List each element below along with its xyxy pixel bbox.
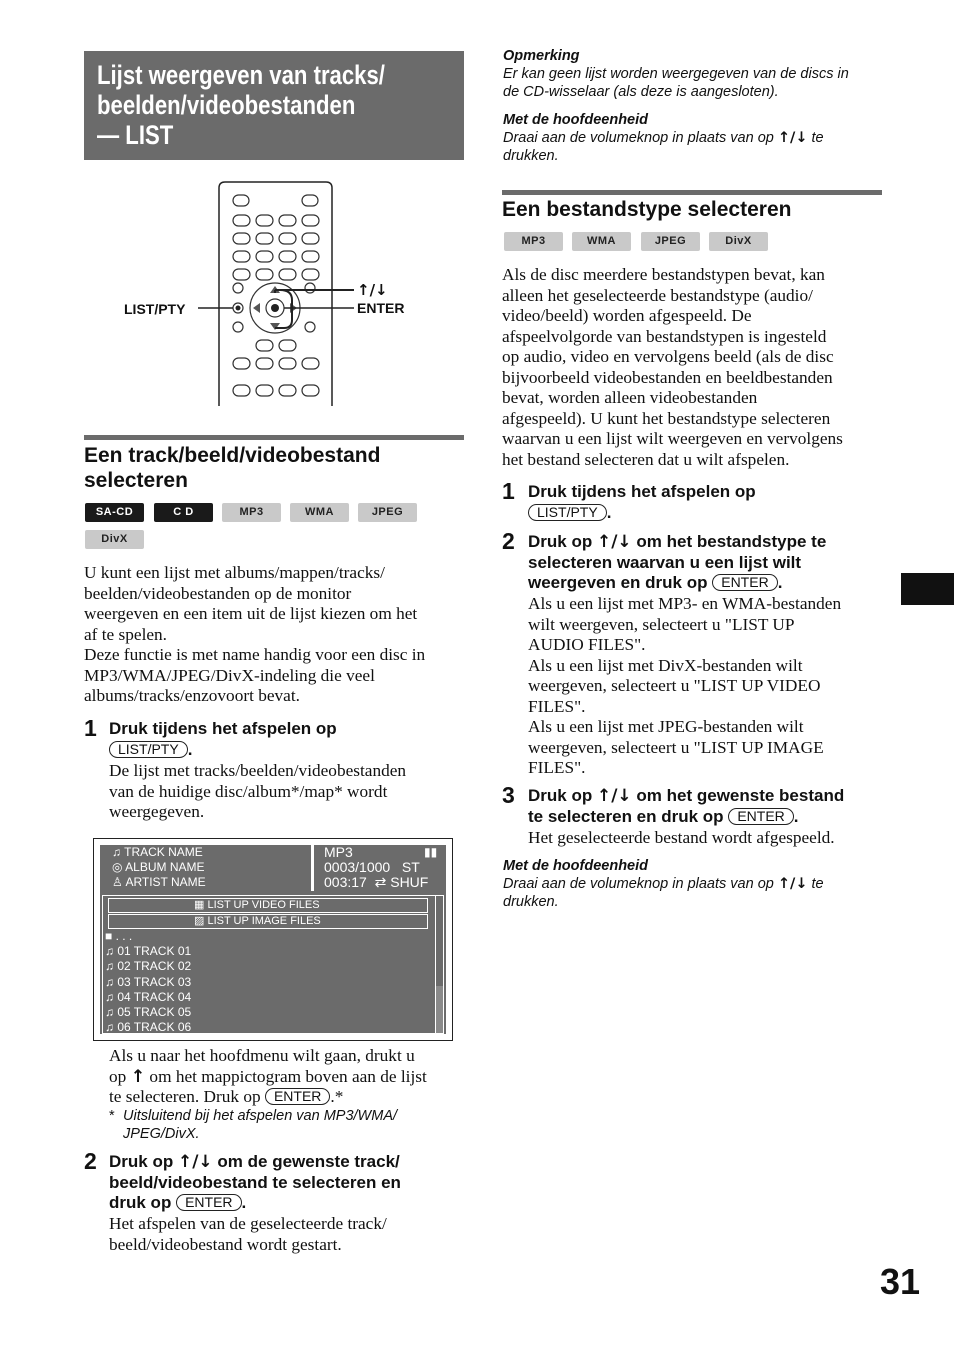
text-line: Als u naar het hoofdmenu wilt gaan, drukt u [109, 1046, 415, 1065]
text-fragment: om het bestandstype te [636, 532, 827, 551]
note-icon: ♫ [105, 944, 114, 958]
list-up-image-text: LIST UP IMAGE FILES [207, 915, 321, 927]
text-line: FILES". [528, 758, 586, 777]
step-number: 2 [502, 528, 515, 554]
footnote [123, 1107, 397, 1143]
badge-sacd: SA-CD [85, 503, 144, 522]
time-row [324, 875, 428, 890]
text-fragment: Druk op [528, 786, 593, 805]
step-number: 3 [502, 782, 515, 808]
elapsed-time: 003:17 [324, 874, 367, 890]
section1-heading-line-2: selecteren [84, 469, 188, 492]
step1-title-text: Druk tijdens het afspelen op [109, 719, 337, 738]
list-item[interactable] [105, 990, 191, 1005]
text-line [109, 1087, 427, 1108]
up-down-arrow-icon: ↑/↓ [596, 786, 632, 806]
note3-body [503, 875, 824, 911]
text-line: drukken. [503, 148, 559, 164]
text-fragment: druk op [109, 1193, 172, 1212]
text-line: Als u een lijst met DivX-bestanden wilt [528, 655, 803, 675]
badge-jpeg: JPEG [358, 503, 417, 522]
text-line: Het afspelen van de geselecteerde track/ [109, 1214, 387, 1233]
section-rule [84, 435, 464, 440]
note-icon: ♫ [105, 990, 114, 1004]
section1-intro [84, 563, 425, 707]
list-up-video-row [194, 898, 320, 912]
person-icon: ♙ [112, 875, 123, 889]
badge-wma: WMA [572, 232, 631, 251]
screen-display [100, 845, 446, 1034]
badge-jpeg: JPEG [641, 232, 700, 251]
text-fragment: Druk op [528, 532, 593, 551]
up-down-arrow-icon: ↑/↓ [777, 876, 808, 892]
section2-heading: Een bestandstype selecteren [502, 198, 792, 221]
badge-cd: C D [154, 503, 213, 522]
text-line: weergegeven. [109, 802, 205, 821]
r-step2-title: Druk op ↑/↓ om het bestandstype te selecteren waarvan u een lijst wilt weergeven en druk op ENTER . [528, 532, 827, 592]
text-line: de CD-wisselaar (als deze is aangesloten). [503, 84, 779, 100]
text-line: af te spelen. [84, 624, 168, 644]
text-fragment: beeld/videobestand te selecteren en [109, 1172, 401, 1192]
r-step3-body [528, 828, 835, 849]
artist-name: ARTIST NAME [125, 875, 206, 889]
track-label: 06 TRACK 06 [117, 1020, 192, 1034]
note3-heading: Met de hoofdeenheid [503, 858, 648, 874]
monitor-screen [93, 838, 453, 1041]
badge-divx: DivX [85, 530, 144, 549]
text-line: U kunt een lijst met albums/mappen/tracks/ [84, 563, 385, 582]
text-line: Als de disc meerdere bestandstypen bevat, kan [502, 265, 825, 284]
text-line: AUDIO FILES". [528, 635, 646, 654]
note2-heading: Met de hoofdeenheid [503, 112, 648, 128]
note2-body [503, 129, 824, 165]
text-line: De lijst met tracks/beelden/videobestanden [109, 761, 407, 780]
page-number: 31 [880, 1261, 921, 1302]
text-fragment: weergeven en druk op [528, 573, 708, 592]
note-icon: ♫ [105, 959, 114, 973]
text-fragment: om de gewenste track/ [217, 1152, 400, 1171]
up-arrow-icon: ↑ [130, 1066, 146, 1087]
counter-row [324, 860, 420, 875]
text-line: wilt weergeven, selecteert u "LIST UP [528, 614, 795, 634]
step2-body [109, 1214, 387, 1255]
step1-body [109, 761, 406, 823]
text-line: van de huidige disc/album*/map* wordt [109, 781, 388, 801]
text-line: Deze functie is met name handig voor een disc in [84, 645, 426, 664]
text-fragment: selecteren waarvan u een lijst wilt [528, 552, 802, 572]
text-line: Het geselecteerde bestand wordt afgespeeld. [528, 828, 835, 847]
format-label: MP3 [324, 844, 353, 860]
track-label: 03 TRACK 03 [117, 975, 192, 989]
list-up-image-item[interactable] [108, 914, 428, 929]
r-step1-title: Druk tijdens het afspelen op LIST/PTY . [528, 482, 756, 522]
text-fragment: op [109, 1066, 127, 1086]
section1-heading-line-1: Een track/beeld/videobestand [84, 444, 381, 467]
folder-item[interactable] [105, 929, 132, 944]
r-step3-title: Druk op ↑/↓ om het gewenste bestand te selecteren en druk op ENTER . [528, 786, 845, 826]
note-icon: ♫ [105, 975, 114, 989]
artist-name-row [112, 875, 206, 890]
text-fragment: Druk op [109, 1152, 174, 1171]
shuffle-indicator: SHUF [390, 874, 429, 890]
text-line: op audio, video en vervolgens beeld (als de disc [502, 347, 834, 366]
up-down-arrow-icon: ↑/↓ [777, 130, 808, 146]
section2-intro [502, 265, 843, 470]
text-line: JPEG/DivX. [123, 1126, 200, 1142]
enter-label: ENTER [357, 300, 405, 316]
enter-key: ENTER [265, 1088, 330, 1105]
step-number: 1 [502, 478, 515, 504]
step1-title: Druk tijdens het afspelen op LIST/PTY . [109, 719, 337, 759]
title-box [84, 51, 464, 160]
list-item[interactable] [105, 944, 191, 959]
page-title-line-1: Lijst weergeven van tracks/ [97, 60, 385, 90]
enter-key: ENTER [712, 574, 777, 591]
page-title-line-2: beelden/videobestanden [97, 90, 356, 120]
track-label: 04 TRACK 04 [117, 990, 192, 1004]
arrows-label: ↑/↓ [357, 281, 388, 299]
section-rule [502, 190, 882, 195]
pause-icon: ▮▮ [424, 845, 438, 859]
text-fragment: .* [330, 1087, 344, 1106]
list-up-image-row [194, 914, 321, 928]
track-name-row [112, 845, 203, 860]
text-line: Als u een lijst met MP3- en WMA-bestanden [528, 594, 842, 613]
text-fragment: te selecteren. Druk op [109, 1087, 261, 1106]
text-fragment: te [811, 876, 824, 892]
scrollbar-track [436, 896, 443, 986]
text-fragment: Druk tijdens het afspelen op [528, 482, 756, 501]
text-line: het bestand selecteren dat u wilt afspelen. [502, 449, 790, 469]
badge-divx: DivX [709, 232, 768, 251]
track-label: 01 TRACK 01 [117, 944, 192, 958]
text-line: Als u een lijst met JPEG-bestanden wilt [528, 717, 804, 736]
text-line: afgespeeld). U kunt het bestandstype selecteren [502, 408, 831, 428]
chapter-tab [901, 573, 954, 605]
disc-icon: ◎ [112, 860, 123, 874]
list-item[interactable] [105, 975, 191, 990]
track-label: 02 TRACK 02 [117, 959, 192, 973]
list-scrollbar[interactable] [435, 895, 444, 1034]
track-label: 05 TRACK 05 [117, 1005, 192, 1019]
r-step2-body [528, 594, 841, 779]
text-fragment: Draai aan de volumeknop in plaats van op [503, 876, 774, 892]
list-pty-label: LIST/PTY [124, 301, 186, 317]
list-pty-key: LIST/PTY [528, 504, 607, 521]
note-icon: ♫ [105, 1005, 114, 1019]
text-fragment: om het mappictogram boven aan de lijst [149, 1066, 427, 1086]
text-line: afspeelvolgorde van bestandstypen is ingesteld [502, 326, 827, 346]
enter-key: ENTER [728, 808, 793, 825]
screen-divider [311, 845, 314, 891]
text-fragment: Draai aan de volumeknop in plaats van op [503, 130, 774, 146]
folder-icon: ■ [105, 929, 113, 943]
album-name: ALBUM NAME [125, 860, 205, 874]
enter-key: ENTER [176, 1194, 241, 1211]
list-up-video-text: LIST UP VIDEO FILES [207, 899, 320, 911]
step2-title: Druk op ↑/↓ om de gewenste track/ beeld/videobestand te selecteren en druk op ENTER . [109, 1152, 401, 1212]
text-line: weergeven en een item uit de lijst kiezen om het [84, 604, 418, 623]
text-line: beeld/videobestand wordt gestart. [109, 1234, 342, 1254]
text-line: albums/tracks/enzovoort bevat. [84, 686, 300, 705]
text-fragment: te [811, 130, 824, 146]
text-line [503, 875, 824, 893]
list-item[interactable] [105, 1005, 191, 1020]
note1-body [503, 65, 849, 101]
text-line: waarvan u een lijst wilt weergeven en vervolgens [502, 429, 843, 448]
note-icon: ♫ [112, 845, 121, 859]
badge-mp3: MP3 [504, 232, 563, 251]
list-item[interactable] [105, 959, 191, 974]
film-icon: ▦ [194, 899, 205, 911]
list-up-video-item[interactable] [108, 898, 428, 913]
step-number: 2 [84, 1148, 97, 1174]
text-line: beelden/videobestanden op de monitor [84, 583, 352, 603]
text-line [503, 129, 824, 147]
after-screen-text [109, 1046, 427, 1108]
text-line: weergeven, selecteert u "LIST UP IMAGE [528, 737, 824, 757]
list-pty-key: LIST/PTY [109, 741, 188, 758]
note1-heading: Opmerking [503, 48, 580, 64]
up-down-arrow-icon: ↑/↓ [177, 1152, 213, 1172]
shuffle-icon: ⇄ [374, 874, 387, 890]
text-line: Er kan geen lijst worden weergegeven van de discs in [503, 66, 849, 82]
list-item[interactable] [105, 1020, 191, 1035]
text-line: MP3/WMA/JPEG/DivX-indeling die veel [84, 665, 375, 685]
badge-mp3: MP3 [222, 503, 281, 522]
text-fragment: om het gewenste bestand [636, 786, 845, 805]
text-line: weergeven, selecteert u "LIST UP VIDEO [528, 676, 821, 695]
image-icon: ▨ [194, 915, 205, 927]
track-counter: 0003/1000 [324, 859, 391, 875]
footnote-mark: * [109, 1108, 115, 1124]
stereo-indicator: ST [401, 859, 420, 875]
badge-wma: WMA [290, 503, 349, 522]
text-line: bevat, worden alleen videobestanden [502, 388, 758, 407]
text-line: bijvoorbeeld videobestanden en beeldbestanden [502, 367, 833, 387]
text-fragment: te selecteren en druk op [528, 806, 724, 826]
text-line: drukken. [503, 894, 559, 910]
folder-text: . . . [115, 929, 133, 943]
text-line: FILES". [528, 696, 586, 716]
track-name: TRACK NAME [124, 845, 203, 859]
step-number: 1 [84, 715, 97, 741]
up-down-arrow-icon: ↑/↓ [596, 532, 632, 552]
note-icon: ♫ [105, 1020, 114, 1034]
text-line [109, 1067, 427, 1088]
text-line: video/beeld) worden afgespeeld. De [502, 306, 752, 325]
album-name-row [112, 860, 205, 875]
page-title-line-3: — LIST [97, 120, 174, 150]
text-line: alleen het geselecteerde bestandstype (audio/ [502, 285, 813, 305]
text-line: Uitsluitend bij het afspelen van MP3/WMA/ [123, 1108, 398, 1124]
